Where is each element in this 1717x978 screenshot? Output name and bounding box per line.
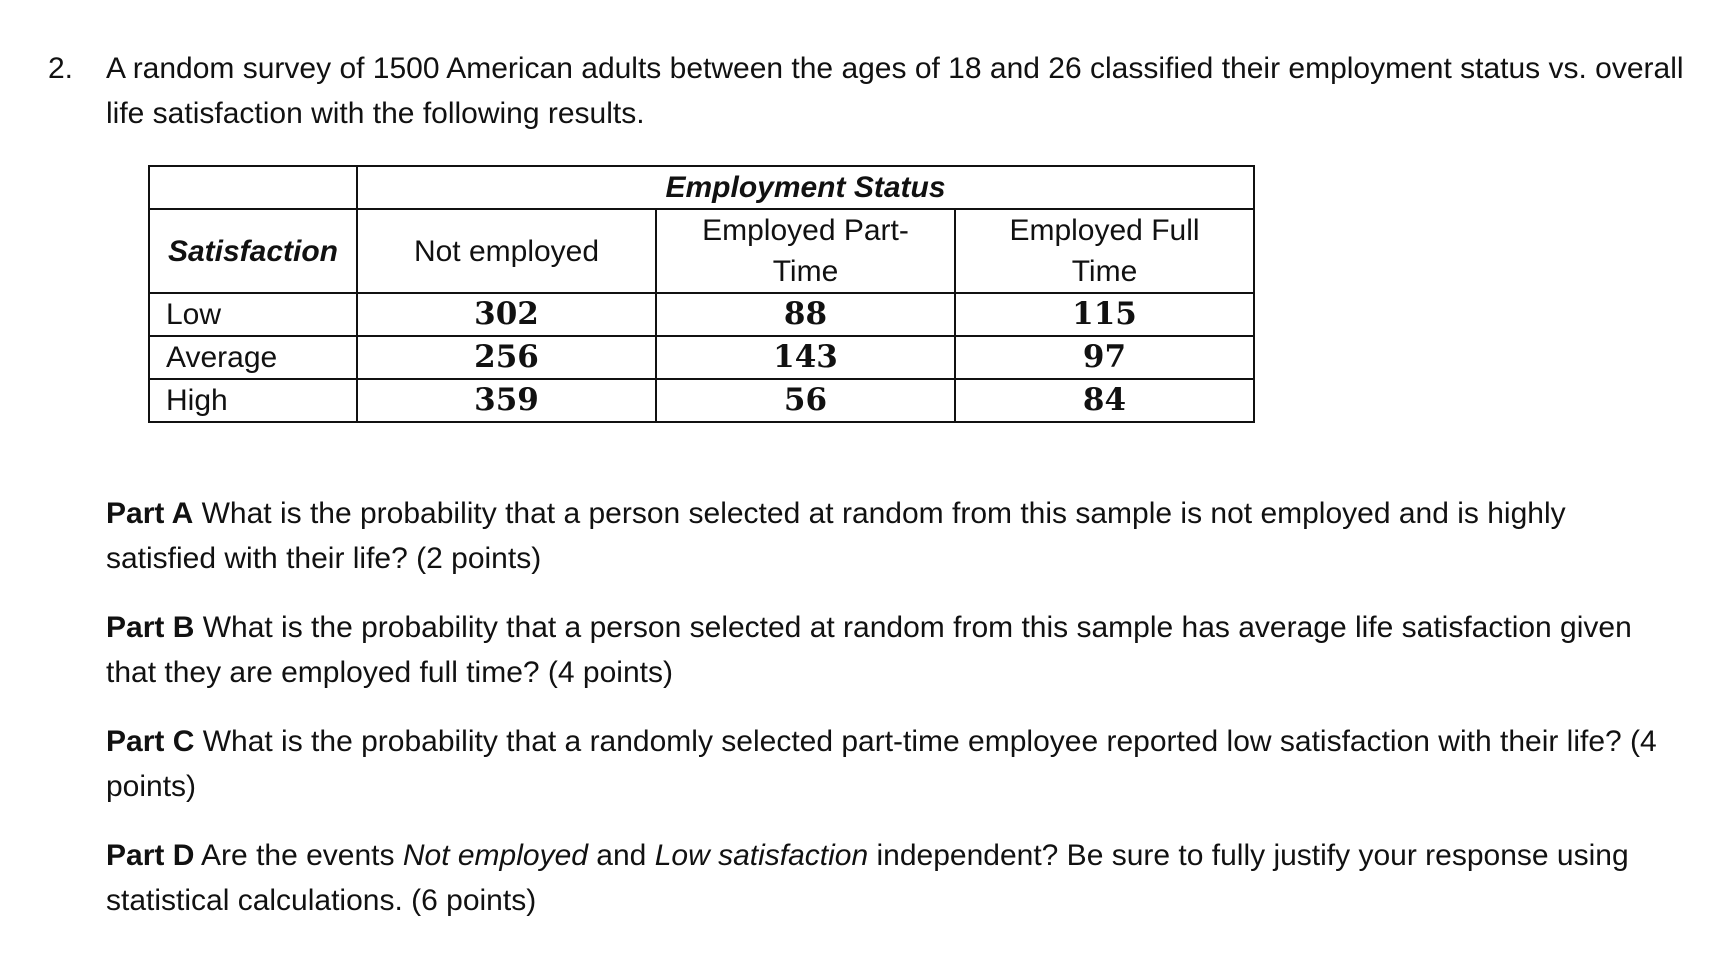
table-group-header-row: [149, 166, 1254, 209]
part-a-label: Part A: [106, 497, 194, 530]
part-c-label: Part C: [106, 725, 195, 758]
part-d: [106, 833, 1666, 923]
satisfaction-title: Satisfaction: [167, 234, 339, 268]
cell-low-not-employed: 302: [357, 293, 656, 336]
part-d-text-after: independent? Be sure to fully justify your response using statistical calculations. (6 points): [106, 839, 1629, 917]
part-d-text-before: Are the events: [201, 839, 395, 872]
row-label-high: High: [149, 379, 357, 422]
column-header-part-time: [656, 209, 955, 293]
cell-average-full-time: 97: [955, 336, 1254, 379]
employment-status-title: Employment Status: [665, 171, 946, 204]
cell-average-not-employed: 256: [357, 336, 656, 379]
cell-low-full-time: 115: [955, 293, 1254, 336]
question-number: 2.: [48, 52, 74, 85]
table-row-average: [149, 336, 1254, 379]
table-row-low: [149, 293, 1254, 336]
cell-high-not-employed: 359: [357, 379, 656, 422]
cell-high-full-time: 84: [955, 379, 1254, 422]
part-d-event-low-satisfaction: Low satisfaction: [654, 839, 869, 872]
question-text: A random survey of 1500 American adults between the ages of 18 and 26 classified their employment status vs. overall life satisfaction with the following results.: [106, 52, 1684, 130]
part-d-text-mid: and: [596, 839, 647, 872]
cell-low-part-time: 88: [656, 293, 955, 336]
table-corner-cell: [149, 166, 357, 209]
satisfaction-header: [149, 209, 357, 293]
part-a-text: What is the probability that a person selected at random from this sample is not employed and is highly satisfied with their life? (2 points): [106, 497, 1566, 575]
table-column-header-row: [149, 209, 1254, 293]
part-c-text: What is the probability that a randomly selected part-time employee reported low satisfaction with their life? (4 points): [106, 725, 1657, 803]
part-b-label: Part B: [106, 611, 195, 644]
row-label-average: Average: [149, 336, 357, 379]
part-d-label: Part D: [106, 839, 195, 872]
part-a: [106, 491, 1666, 581]
part-b-text: What is the probability that a person selected at random from this sample has average life satisfaction given that they are employed full time? (4 points): [106, 611, 1632, 689]
cell-high-part-time: 56: [656, 379, 955, 422]
question-2: [48, 46, 1684, 136]
cell-average-part-time: 143: [656, 336, 955, 379]
part-b: [106, 605, 1666, 695]
employment-status-header: [357, 166, 1254, 209]
column-header-full-time: [955, 209, 1254, 293]
row-label-low: Low: [149, 293, 357, 336]
table-row-high: [149, 379, 1254, 422]
survey-table: [148, 165, 1255, 423]
part-c: [106, 719, 1666, 809]
column-header-part-time-label: Employed Part-Time: [702, 214, 909, 288]
column-header-not-employed: Not employed: [357, 209, 656, 293]
part-d-event-not-employed: Not employed: [402, 839, 588, 872]
column-header-full-time-label: Employed Full Time: [1009, 214, 1200, 288]
